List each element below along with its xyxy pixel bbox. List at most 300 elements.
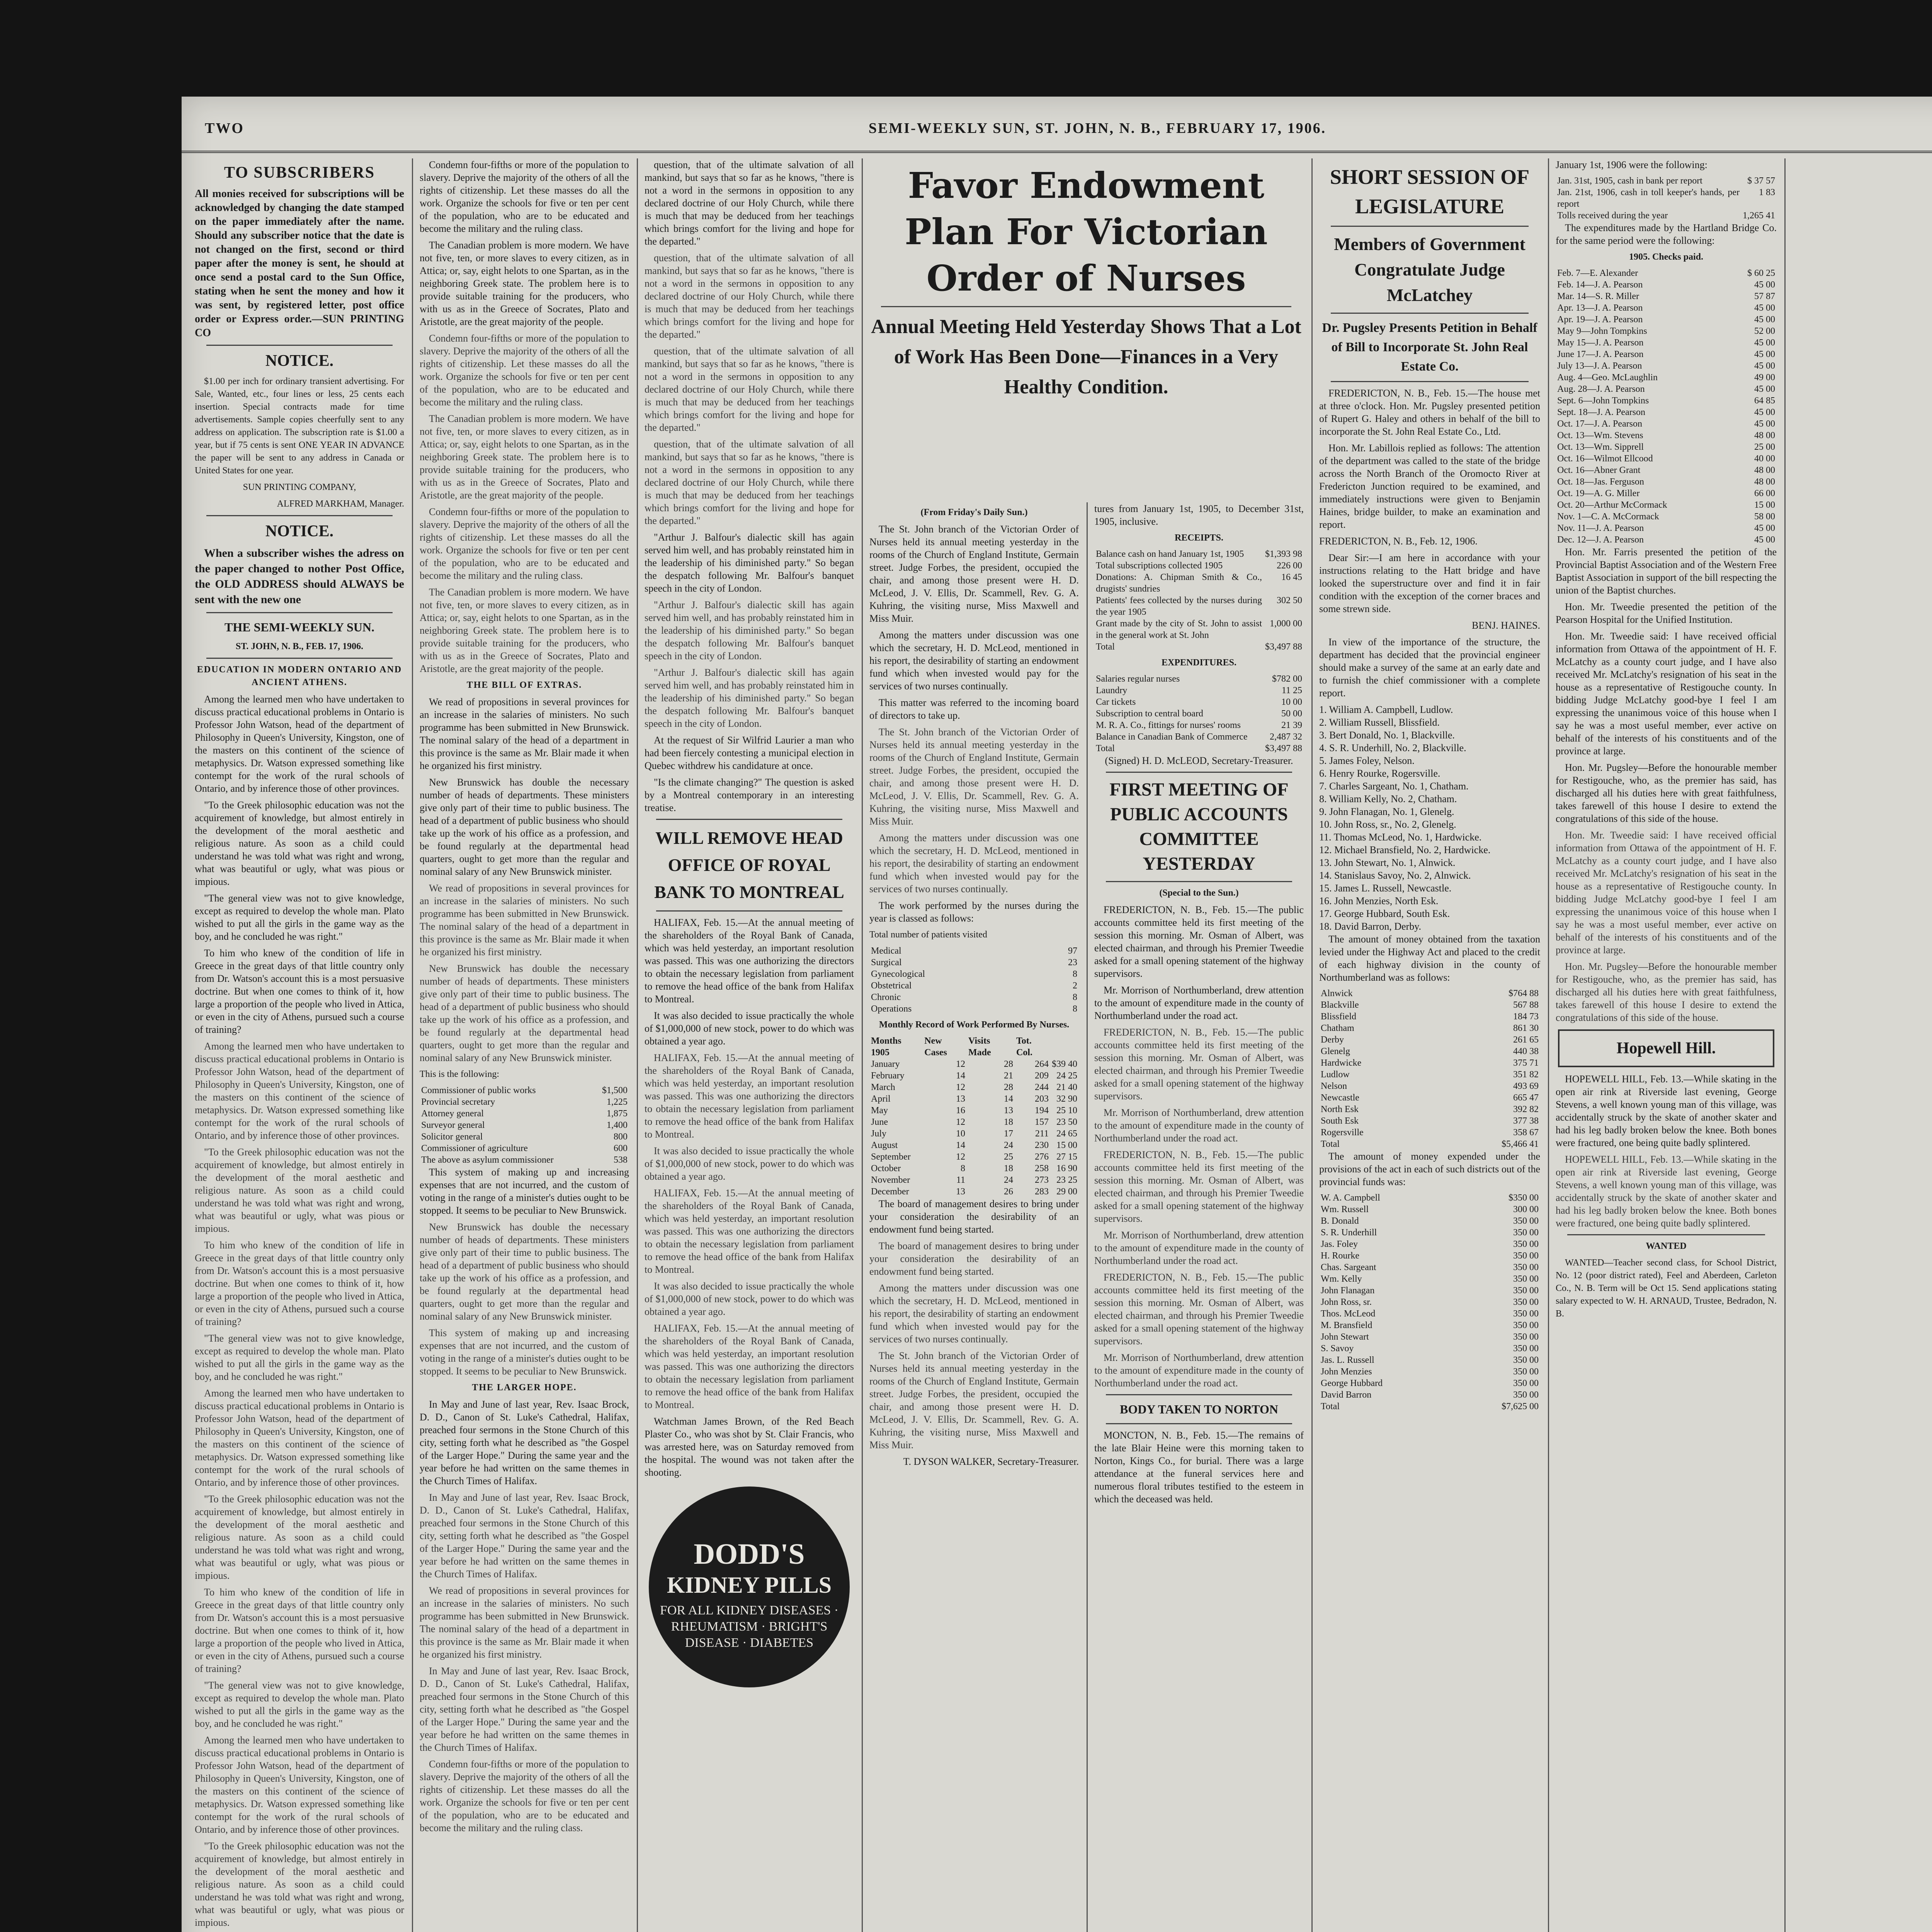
nurses-record-title: Monthly Record of Work Performed By Nurses. [879,1020,1070,1030]
table-cell: 10 00 [1281,697,1302,707]
table-cell: Hardwicke [1321,1058,1362,1068]
article-paragraph: Mr. Morrison of Northumberland, drew attention to the amount of expenditure made in the county of Northumberland under the road act. [1094,1352,1304,1389]
table-cell: Jan. 31st, 1905, cash in bank per report [1557,176,1702,186]
expended-row [1319,1273,1540,1285]
receipt-row [1094,641,1304,653]
table-cell: September [871,1152,911,1162]
table-cell: Jas. Foley [1321,1239,1358,1249]
article-paragraph: The board of management desires to bring under your consideration the desirability of an endowment fund being started. [869,1198,1079,1235]
table-cell: $7,625 00 [1502,1401,1539,1412]
article-paragraph: New Brunswick has double the necessary number of heads of departments. These ministers give only part of their time to public business. The head of a department of public business who should take up the work of his office as a profession, and be found regularly at the departmental head quarters, ought to get more than the regular and nominal salary of any New Brunswick minister. [420,777,629,877]
article-paragraph: This system of making up and increasing expenses that are not incurred, and the custom of voting in the range of a minister's duties ought to be stopped. It seems to be peculiar to New Brunswick. [420,1167,629,1216]
page-number: TWO [205,120,244,136]
table-cell: 45 00 [1754,384,1775,394]
larger-hope-heading: THE LARGER HOPE. [472,1383,577,1393]
table-cell: M. R. A. Co., fittings for nurses' rooms [1096,720,1241,730]
newspaper-page [182,97,1932,1932]
article-paragraph: "Arthur J. Balfour's dialectic skill has again served him well, and has probably reinstated him in the leadership of his diminished party." So began the despatch following Mr. Balfour's banquet speech in the city of London. [645,532,854,594]
list-item: 15. James L. Russell, Newcastle. [1319,883,1452,894]
balance-row [1556,187,1777,210]
table-cell: 15 00 [1754,500,1775,510]
article-paragraph: Mr. Morrison of Northumberland, drew attention to the amount of expenditure made in the county of Northumberland under the road act. [1094,1107,1304,1144]
table-cell: 49 00 [1754,372,1775,383]
expenditures-title: EXPENDITURES. [1161,658,1237,668]
check-row [1556,337,1777,349]
table-cell: 45 00 [1754,338,1775,348]
supervisor-list [1319,703,1540,933]
column-5 [1089,502,1309,1932]
table-cell: 244 [1034,1082,1049,1092]
parish-row [1319,1022,1540,1034]
table-cell: B. Donald [1321,1216,1359,1226]
parish-row [1319,1104,1540,1115]
notice-body-2: When a subscriber wishes the adress on the paper changed to nother Post Office, the OLD ADDRESS should ALWAYS be sent with the new one [195,547,404,606]
case-row [869,992,1079,1003]
table-cell: 25 00 [1754,442,1775,452]
article-paragraph: MONCTON, N. B., Feb. 15.—The remains of the late Blair Heine were this morning taken to Norton, Kings Co., for burial. There was a large attendance at the funeral services here and numerous floral tributes testified to the esteem in which the deceased was held. [1094,1430,1304,1505]
table-cell: Salaries regular nurses [1096,674,1180,684]
table-cell: March [871,1082,895,1092]
table-cell: Nelson [1321,1081,1347,1091]
column-7 [1550,158,1782,1932]
table-cell: South Esk [1321,1116,1359,1126]
table-cell: 1,225 [607,1097,628,1107]
salary-table [420,1085,629,1166]
list-item: 3. Bert Donald, No. 1, Blackville. [1319,730,1455,741]
article-paragraph: Among the matters under discussion was one which the secretary, H. D. McLeod, mentioned in his report, the desirability of starting an endowment fund which when invested would pay for the services of two nurses continually. [869,832,1079,895]
expended-row [1319,1204,1540,1215]
signature: BENJ. HAINES. [1472,620,1540,631]
ad-brand: DODD'S [694,1538,805,1570]
article-paragraph: Among the matters under discussion was one which the secretary, H. D. McLeod, mentioned in his report, the desirability of starting an endowment fund which when invested would pay for the services of two nurses continually. [869,1282,1079,1345]
table-cell: January [871,1059,900,1069]
article-paragraph: Condemn four-fifths or more of the population to slavery. Deprive the majority of the others of all the rights of citizenship. Let these masses do all the work. Organize the schools for five or ten per cent of the population, who are to be educated and become the military and the ruling class. [420,333,629,408]
table-cell: $350 00 [1509,1193,1539,1203]
article-paragraph: HALIFAX, Feb. 15.—At the annual meeting of the shareholders of the Royal Bank of Canada, which was held yesterday, an important resolution was passed. This was one authorizing the directors to obtain the necessary legislation from parliament to remove the head office of the bank from Halifax to Montreal. [645,1323,854,1410]
article-paragraph: In May and June of last year, Rev. Isaac Brock, D. D., Canon of St. Luke's Cathedral, Halifax, preached four sermons in the Stone Church of this city, setting forth what he described as "the Gospel of the Larger Hope." During the same year and the year before he had written on the same themes in the Church Times of Halifax. [420,1492,629,1580]
divider [881,306,1291,307]
table-cell: Sept. 6—John Tompkins [1557,396,1649,406]
article-paragraph: Hon. Mr. Tweedie presented the petition of the Pearson Hospital for the Unified Institution. [1556,601,1777,625]
receipt-row [1094,618,1304,641]
table-cell: 45 00 [1754,303,1775,313]
body-taken-heading: BODY TAKEN TO NORTON [1120,1402,1278,1416]
table-cell: 350 00 [1513,1297,1539,1307]
check-row [1556,430,1777,441]
check-row [1556,383,1777,395]
table-cell: 64 85 [1754,396,1775,406]
table-cell: Oct. 13—Wm. Stevens [1557,430,1643,440]
table-cell: $5,466 41 [1502,1139,1539,1149]
table-cell: 25 [1003,1152,1013,1162]
list-item: 5. James Foley, Nelson. [1319,755,1415,766]
article-paragraph: "The general view was not to give knowledge, except as required to develop the whole man. Plato wished to put all the girls in the game way as the boy, and he concluded he was right." [195,1680,404,1729]
table-cell: 97 [1068,946,1077,956]
table-cell: 45 00 [1754,315,1775,325]
table-cell: Grant made by the city of St. John to assist in the general work at St. John [1096,619,1262,640]
notice-heading: NOTICE. [265,352,334,370]
case-row [869,957,1079,968]
notice-heading-2: NOTICE. [265,522,334,540]
case-row [869,1003,1079,1015]
check-row [1556,406,1777,418]
table-cell: John Stewart [1321,1332,1369,1342]
article-paragraph: question, that of the ultimate salvation of all mankind, but says that so far as he knows, "there is not a word in the sermons in opposition to any declared doctrine of our Holy Church, while there is much that may be deduced from her teachings which brings comfort for the living and hope for the departed." [645,439,854,526]
article-paragraph: In May and June of last year, Rev. Isaac Brock, D. D., Canon of St. Luke's Cathedral, Halifax, preached four sermons in the Stone Church of this city, setting forth what he described as "the Gospel of the Larger Hope." During the same year and the year before he had written on the same themes in the Church Times of Halifax. [420,1665,629,1753]
check-row [1556,395,1777,406]
table-cell: Newcastle [1321,1093,1359,1103]
table-cell: 800 [614,1132,628,1142]
table-cell: 66 00 [1754,488,1775,498]
table-cell: John Flanagan [1321,1286,1375,1296]
article-paragraph: Hon. Mr. Farris presented the petition of the Provincial Baptist Association and of the Western Free Baptist Association in support of the bill respecting the union of the Baptist churches. [1556,546,1777,596]
article-paragraph: "Arthur J. Balfour's dialectic skill has again served him well, and has probably reinstated him in the leadership of his diminished party." So began the despatch following Mr. Balfour's banquet speech in the city of London. [645,667,854,729]
check-row [1556,314,1777,325]
article-paragraph: New Brunswick has double the necessary number of heads of departments. These ministers give only part of their time to public business. The head of a department of public business who should take up the work of his office as a profession, and be found regularly at the departmental head quarters, ought to get more than the regular and nominal salary of any New Brunswick minister. [420,1221,629,1322]
check-row [1556,464,1777,476]
divider [1106,772,1292,773]
royal-bank-heading: WILL REMOVE HEAD OFFICE OF ROYAL BANK TO MONTREAL [654,828,844,902]
article-paragraph: tures from January 1st, 1905, to December 31st, 1905, inclusive. [1094,503,1304,527]
table-cell: Apr. 13—J. A. Pearson [1557,303,1643,313]
receipts-title: RECEIPTS. [1174,533,1224,543]
legislature-headline: SHORT SESSION OF LEGISLATURE [1330,165,1530,218]
article-paragraph: "The general view was not to give knowledge, except as required to develop the whole man. Plato wished to put all the girls in the game way as the boy, and he concluded he was right." [195,1333,404,1382]
table-cell: 48 00 [1754,477,1775,487]
table-cell: 350 00 [1513,1309,1539,1319]
table-cell: 203 [1034,1094,1049,1104]
list-item: 8. William Kelly, No. 2, Chatham. [1319,793,1457,804]
article-paragraph: The St. John branch of the Victorian Order of Nurses held its annual meeting yesterday in the rooms of the Church of England Institute, Germain street. Judge Forbes, the president, occupied the chair, and among those present were H. D. McLeod, J. V. Ellis, Dr. Scammell, Rev. G. A. Kuhring, the visiting nurse, Miss Maxwell and Miss Muir. [869,726,1079,827]
table-cell: 350 00 [1513,1344,1539,1354]
table-cell: Patients' fees collected by the nurses during the year 1905 [1096,595,1262,617]
cases-table [869,945,1079,1015]
table-cell: 264 [1034,1059,1049,1069]
hopewell-hill-box [1558,1029,1774,1067]
expended-row [1319,1285,1540,1296]
balance-row [1556,175,1777,187]
article-paragraph: This matter was referred to the incoming board of directors to take up. [869,697,1079,721]
list-item: 1. William A. Campbell, Ludlow. [1319,704,1453,715]
table-cell: 350 00 [1513,1262,1539,1272]
check-row [1556,360,1777,372]
article-paragraph: The Canadian problem is more modern. We have not five, ten, or more slaves to every citizen, as in Attica; or, say, eight helots to one Spartan, as in the neighboring Greek state. The problem here is to provide suitable training for the producers, who with us as in the Greece of Socrates, Plato and Aristotle, are the great majority of the people. [420,413,629,501]
salary-row [420,1154,629,1166]
expended-row [1319,1262,1540,1273]
table-cell: 12 [956,1059,965,1069]
table-cell: 27 15 [1056,1152,1077,1162]
table-cell: Oct. 16—Wilmot Ellcood [1557,454,1653,464]
table-cell: Total [1321,1401,1340,1412]
table-cell: 14 [956,1140,965,1150]
table-cell: August [871,1140,898,1150]
table-cell: Total [1096,642,1115,652]
table-cell: 48 00 [1754,430,1775,440]
article-paragraph: The St. John branch of the Victorian Order of Nurses held its annual meeting yesterday in the rooms of the Church of England Institute, Germain street. Judge Forbes, the president, occupied the chair, and among those present were H. D. McLeod, J. V. Ellis, Dr. Scammell, Rev. G. A. Kuhring, the visiting nurse, Miss Maxwell and Miss Muir. [869,524,1079,624]
checks-table [1556,267,1777,546]
article-paragraph: To him who knew of the condition of life in Greece in the great days of that little country only from Dr. Watson's account this is a most persuasive doctrine. But when one comes to think of it, how large a proportion of the people who lived in Attica, or even in the city of Athens, pursued such a course of training? [195,947,404,1035]
table-cell: Blissfield [1321,1012,1357,1022]
article-paragraph: Dear Sir:—I am here in accordance with your instructions relating to the Hatt bridge and have looked the superstructure over and find it in fair condition with the exception of the corner braces and some strewn side. [1319,552,1540,614]
article-paragraph: It was also decided to issue practically the whole of $1,000,000 of new stock, power to do which was obtained a year ago. [645,1281,854,1317]
salary-row [420,1085,629,1096]
expended-row [1319,1378,1540,1389]
table-cell: 29 00 [1056,1187,1077,1197]
parish-row [1319,1011,1540,1022]
article-paragraph: "To the Greek philosophic education was not the acquirement of knowledge, but almost entirely in the development of the moral aesthetic and religious nature. As soon as a child could understand he was told what was right and wrong, what was beautiful or ugly, what was pious or impious. [195,799,404,887]
table-cell: 11 [956,1175,965,1185]
article-paragraph: "The general view was not to give knowledge, except as required to develop the whole man. Plato wished to put all the girls in the game way as the boy, and he concluded he was right." [195,893,404,942]
parish-row [1319,1115,1540,1127]
table-cell: November [871,1175,910,1185]
table-header: Months 1905 [871,1036,901,1058]
article-paragraph: FREDERICTON, N. B., Feb. 15.—The public accounts committee held its first meeting of the session this morning. Mr. Osman of Albert, was elected chairman, and through his Premier Tweedie asked for a small opening statement of the highway supervisors. [1094,904,1304,979]
table-cell: June [871,1117,888,1127]
receipts-table [1094,548,1304,653]
table-cell: 350 00 [1513,1216,1539,1226]
table-cell: George Hubbard [1321,1378,1383,1388]
bill-heading: THE BILL OF EXTRAS. [466,680,582,690]
table-cell: Feb. 7—E. Alexander [1557,268,1638,278]
dateline: ST. JOHN, N. B., FEB. 17, 1906. [235,641,364,651]
divider [656,819,842,820]
table-cell: June 17—J. A. Pearson [1557,349,1644,359]
table-cell: Car tickets [1096,697,1136,707]
month-row [869,1128,1079,1139]
table-cell: 15 00 [1056,1140,1077,1150]
article-paragraph: We read of propositions in several provinces for an increase in the salaries of ministers. No such programme has been submitted in New Brunswick. The nominal salary of the head of a department in this province is the same as Mr. Blair made it when he organized his first ministry. [420,883,629,957]
table-cell: $ 37 57 [1747,176,1775,186]
notice-body: $1.00 per inch for ordinary transient advertising. For Sale, Wanted, etc., four lines or less, 25 cents each insertion. Special contracts made for time advertisements. Sample copies cheerfully sent to any address on application. The subscription rate is $1.00 a year, but if 75 cents is sent ONE YEAR IN ADVANCE the paper will be sent to any address in Canada or United States for one year. [195,376,404,476]
table-cell: 377 38 [1513,1116,1539,1126]
table-cell: 350 00 [1513,1332,1539,1342]
table-cell: $39 40 [1052,1059,1077,1069]
table-cell: 211 [1035,1129,1049,1139]
check-row [1556,441,1777,453]
month-row [869,1105,1079,1116]
table-cell: Wm. Russell [1321,1204,1369,1214]
check-row [1556,291,1777,302]
table-cell: 226 00 [1277,561,1302,571]
list-item: 4. S. R. Underhill, No. 2, Blackville. [1319,742,1466,753]
table-cell: S. R. Underhill [1321,1228,1377,1238]
table-cell: Obstetrical [871,981,912,991]
table-cell: May 9—John Tompkins [1557,326,1647,336]
table-cell: 16 [956,1105,965,1116]
table-cell: 2 [1073,981,1077,991]
column-1 [189,158,410,1932]
source-line: (From Friday's Daily Sun.) [920,507,1028,517]
article-paragraph: January 1st, 1906 were the following: [1556,159,1708,170]
check-row [1556,488,1777,499]
article-paragraph: FREDERICTON, N. B., Feb. 15.—The public accounts committee held its first meeting of the session this morning. Mr. Osman of Albert, was elected chairman, and through his Premier Tweedie asked for a small opening statement of the highway supervisors. [1094,1149,1304,1224]
table-cell: Derby [1321,1035,1344,1045]
table-cell: 40 00 [1754,454,1775,464]
table-cell: Surgical [871,957,902,968]
list-item: 16. John Menzies, North Esk. [1319,895,1439,906]
table-cell: 350 00 [1513,1390,1539,1400]
divider [206,612,393,613]
article-paragraph: Watchman James Brown, of the Red Beach Plaster Co., who was shot by St. Clair Francis, who was arrested here, was on Saturday removed from the hospital. The wound was not taken after the shooting. [645,1416,854,1478]
table-cell: 230 [1034,1140,1049,1150]
table-cell: July 13—J. A. Pearson [1557,361,1642,371]
divider [206,658,393,659]
table-cell: 11 25 [1281,685,1302,696]
table-cell: Ludlow [1321,1070,1350,1080]
table-cell: Alnwick [1321,988,1353,998]
checks-title: 1905. Checks paid. [1629,252,1704,262]
month-row [869,1058,1079,1070]
expenditure-row [1094,743,1304,754]
article-paragraph: The St. John branch of the Victorian Order of Nurses held its annual meeting yesterday in the rooms of the Church of England Institute, Germain street. Judge Forbes, the president, occupied the chair, and among those present were H. D. McLeod, J. V. Ellis, Dr. Scammell, Rev. G. A. Kuhring, the visiting nurse, Miss Maxwell and Miss Muir. [869,1350,1079,1451]
table-cell: 350 00 [1513,1286,1539,1296]
expended-row [1319,1238,1540,1250]
table-cell: 665 47 [1513,1093,1539,1103]
check-row [1556,534,1777,546]
table-cell: The above as asylum commissioner [421,1155,554,1165]
table-cell: Provincial secretary [421,1097,495,1107]
table-cell: May 15—J. A. Pearson [1557,338,1644,348]
article-paragraph: question, that of the ultimate salvation of all mankind, but says that so far as he knows, "there is not a word in the sermons in opposition to any declared doctrine of our Holy Church, while there is much that may be deduced from her teachings which brings comfort for the living and hope for the departed." [645,252,854,340]
table-cell: 23 25 [1056,1175,1077,1185]
hopewell-heading: Hopewell Hill. [1616,1039,1716,1057]
table-cell: Commissioner of public works [421,1085,536,1095]
column-rule [1087,502,1088,1932]
article-paragraph: Among the learned men who have undertaken to discuss practical educational problems in Ontario is Professor John Watson, head of the department of Philosophy in Queen's University, Kingston, one of the masters on this continent of the science of metaphysics. Dr. Watson expressed something like contempt for the work of the rural schools of Ontario, and by inference those of other provinces. [195,694,404,794]
divider [1331,226,1529,227]
table-cell: 493 69 [1513,1081,1539,1091]
notice-manager: ALFRED MARKHAM, Manager. [277,499,404,509]
table-cell: Sept. 18—J. A. Pearson [1557,407,1645,417]
article-paragraph: HOPEWELL HILL, Feb. 13.—While skating in the open air rink at Riverside last evening, George Stevens, a well known young man of this village, was accidentally struck by the skate of another skater and had his leg badly broken below the knee. Both bones were fractured, one being quite badly splintered. [1556,1073,1777,1148]
table-cell: 2,487 32 [1270,732,1302,742]
table-cell: 1,000 00 [1270,619,1302,629]
table-cell: 10 [956,1129,965,1139]
table-cell: 24 25 [1056,1071,1077,1081]
parish-row [1319,999,1540,1011]
article-paragraph: The amount of money obtained from the taxation levied under the Highway Act and placed to the credit of each highway division in the county of Northumberland was as follows: [1319,934,1540,983]
article-paragraph: Mr. Morrison of Northumberland, drew attention to the amount of expenditure made in the county of Northumberland under the road act. [1094,985,1304,1021]
table-cell: 258 [1034,1163,1049,1173]
table-cell: 12 [956,1152,965,1162]
table-cell: Commissioner of agriculture [421,1143,528,1153]
article-paragraph: At the request of Sir Wilfrid Laurier a man who had been fiercely contesting a municipal election in Quebec withdrew his candidature at once. [645,735,854,771]
article-paragraph: The Canadian problem is more modern. We have not five, ten, or more slaves to every citizen, as in Attica; or, say, eight helots to one Spartan, as in the neighboring Greek state. The problem here is to provide suitable training for the producers, who with us as in the Greece of Socrates, Plato and Aristotle, are the great majority of the people. [420,587,629,674]
parish-row [1319,1069,1540,1080]
legislature-deck: Dr. Pugsley Presents Petition in Behalf of Bill to Incorporate St. John Real Estate Co. [1322,321,1537,374]
article-paragraph: The Canadian problem is more modern. We have not five, ten, or more slaves to every citizen, as in Attica; or, say, eight helots to one Spartan, as in the neighboring Greek state. The problem here is to provide suitable training for the producers, who with us as in the Greece of Socrates, Plato and Aristotle, are the great majority of the people. [420,240,629,327]
column-2 [414,158,634,1932]
parish-row [1319,1092,1540,1104]
table-cell: $3,497 88 [1265,642,1302,652]
table-cell: 45 00 [1754,280,1775,290]
article-paragraph: Among the matters under discussion was one which the secretary, H. D. McLeod, mentioned in his report, the desirability of starting an endowment fund which when invested would pay for the services of two nurses continually. [869,629,1079,692]
article-paragraph: The work performed by the nurses during the year is classed as follows: [869,900,1079,924]
article-paragraph: FREDERICTON, N. B., Feb. 15.—The public accounts committee held its first meeting of the session this morning. Mr. Osman of Albert, was elected chairman, and through his Premier Tweedie asked for a small opening statement of the highway supervisors. [1094,1272,1304,1347]
table-cell: 13 [956,1187,965,1197]
kidney-pills-advertisement [649,1486,850,1687]
table-cell: 440 38 [1513,1046,1539,1056]
article-paragraph: To him who knew of the condition of life in Greece in the great days of that little country only from Dr. Watson's account this is a most persuasive doctrine. But when one comes to think of it, how large a proportion of the people who lived in Attica, or even in the city of Athens, pursued such a course of training? [195,1587,404,1674]
table-cell: Solicitor general [421,1132,483,1142]
month-row [869,1093,1079,1105]
article-paragraph: Condemn four-fifths or more of the population to slavery. Deprive the majority of the others of all the rights of citizenship. Let these masses do all the work. Organize the schools for five or ten per cent of the population, who are to be educated and become the military and the ruling class. [420,1759,629,1833]
divider [206,345,393,346]
table-cell: 302 50 [1277,595,1302,605]
article-paragraph: "To the Greek philosophic education was not the acquirement of knowledge, but almost entirely in the development of the moral aesthetic and religious nature. As soon as a child could understand he was told what was right and wrong, what was beautiful or ugly, what was pious or impious. [195,1493,404,1581]
table-cell: 351 82 [1513,1070,1539,1080]
table-cell: 157 [1034,1117,1049,1127]
check-row [1556,499,1777,511]
table-cell: 283 [1034,1187,1049,1197]
ad-product: KIDNEY PILLS [667,1572,832,1598]
expenditure-row [1094,719,1304,731]
table-cell: Oct. 19—A. G. Miller [1557,488,1640,498]
salary-row [420,1119,629,1131]
table-cell: 45 00 [1754,523,1775,533]
article-paragraph: In May and June of last year, Rev. Isaac Brock, D. D., Canon of St. Luke's Cathedral, Halifax, preached four sermons in the Stone Church of this city, setting forth what he described as "the Gospel of the Larger Hope." During the same year and the year before he had written on the same themes in the Church Times of Halifax. [420,1399,629,1486]
table-cell: 350 00 [1513,1239,1539,1249]
balance-table [1556,175,1777,221]
parish-row [1319,1127,1540,1138]
table-cell: North Esk [1321,1104,1359,1114]
list-item: 6. Henry Rourke, Rogersville. [1319,768,1440,779]
table-cell: 8 [1073,1004,1077,1014]
table-cell: 375 71 [1513,1058,1539,1068]
table-cell: 14 [956,1071,965,1081]
table-cell: Feb. 14—J. A. Pearson [1557,280,1643,290]
signature: (Signed) H. D. McLEOD, Secretary-Treasurer. [1105,755,1293,766]
table-cell: Nov. 1—C. A. McCormack [1557,512,1659,522]
divider [1331,313,1529,314]
table-cell: 26 [1003,1187,1013,1197]
article-paragraph: We read of propositions in several provinces for an increase in the salaries of ministers. No such programme has been submitted in New Brunswick. The nominal salary of the head of a department in this province is the same as Mr. Blair made it when he organized his first ministry. [420,696,629,771]
table-cell: 50 00 [1281,709,1302,719]
receipt-row [1094,571,1304,595]
article-paragraph: Hon. Mr. Tweedie said: I have received official information from Ottawa of the appointment of H. F. McLatchy as a county court judge, and I have also received Mr. McLatchy's resignation of his seat in the house as a representative of Restigouche county. In bidding Judge McLatchy good-bye I feel I am expressing the unanimous voice of this house when I say he was a most useful member, ever active on behalf of the interests of his constituents and of the province at large. [1556,830,1777,956]
table-cell: 261 65 [1513,1035,1539,1045]
table-cell: Attorney general [421,1109,484,1119]
table-cell: Oct. 16—Abner Grant [1557,465,1641,475]
divider [656,910,842,912]
article-paragraph: It was also decided to issue practically the whole of $1,000,000 of new stock, power to do which was obtained a year ago. [645,1145,854,1182]
table-cell: 1,265 41 [1743,211,1775,221]
article-paragraph: HALIFAX, Feb. 15.—At the annual meeting of the shareholders of the Royal Bank of Canada, which was held yesterday, an important resolution was passed. This was one authorizing the directors to obtain the necessary legislation from parliament to remove the head office of the bank from Halifax to Montreal. [645,1187,854,1275]
table-cell: Thos. McLeod [1321,1309,1376,1319]
table-cell: Wm. Kelly [1321,1274,1362,1284]
expended-row [1319,1308,1540,1320]
article-paragraph: HOPEWELL HILL, Feb. 13.—While skating in the open air rink at Riverside last evening, George Stevens, a well known young man of this village, was accidentally struck by the skate of another skater and had his leg badly broken below the knee. Both bones were fractured, one being quite badly splintered. [1556,1154,1777,1229]
table-cell: Balance in Canadian Bank of Commerce [1096,732,1248,742]
table-cell: Total [1096,743,1115,753]
case-row [869,968,1079,980]
article-paragraph: HALIFAX, Feb. 15.—At the annual meeting of the shareholders of the Royal Bank of Canada, which was held yesterday, an important resolution was passed. This was one authorizing the directors to obtain the necessary legislation from parliament to remove the head office of the bank from Halifax to Montreal. [645,1052,854,1140]
column-3 [639,158,859,1932]
month-row [869,1139,1079,1151]
table-cell: 567 88 [1513,1000,1539,1010]
table-header-row [869,1035,1079,1058]
table-cell: 273 [1034,1175,1049,1185]
table-cell: 23 [1068,957,1077,968]
table-cell: David Barron [1321,1390,1372,1400]
table-cell: Jan. 21st, 1906, cash in toll keeper's hands, per report [1557,187,1740,209]
table-cell: 21 [1003,1071,1013,1081]
expended-table [1319,1192,1540,1412]
table-cell: 24 [1003,1140,1013,1150]
table-cell: Oct. 13—Wm. Sipprell [1557,442,1644,452]
parish-taxation-table [1319,988,1540,1150]
masthead-title: SEMI-WEEKLY SUN, ST. JOHN, N. B., FEBRUARY 17, 1906. [868,120,1327,136]
